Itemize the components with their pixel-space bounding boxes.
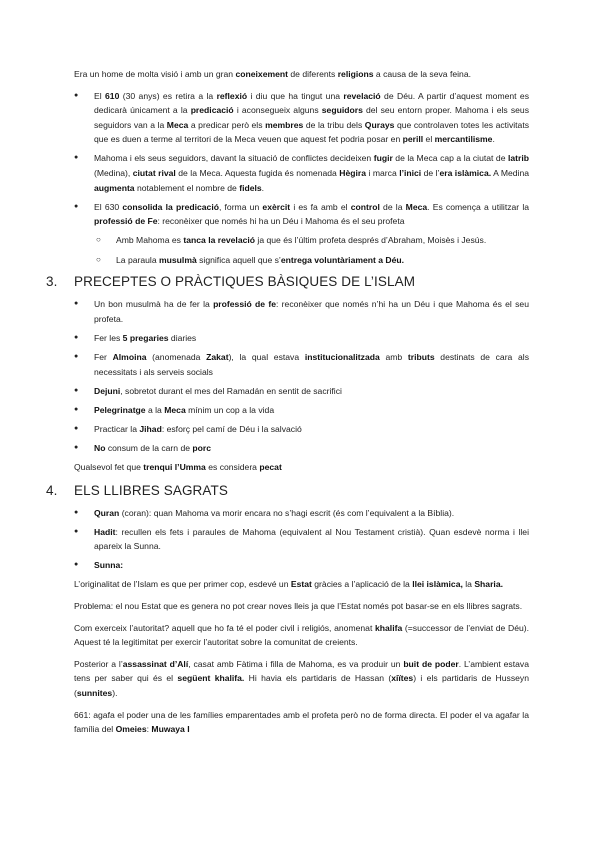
bold-text: musulmà (159, 254, 197, 265)
list-item-no-porc (74, 441, 529, 456)
bold-text: porc (192, 442, 212, 453)
sublist-item-revelation-closed (74, 233, 529, 248)
list-item-jihad (74, 422, 529, 437)
omeies-paragraph (74, 708, 529, 737)
list-item-610-revelation (74, 89, 529, 147)
section-number: 3. (46, 274, 58, 290)
bold-text: Hègira (339, 168, 367, 179)
bold-text: tanca la revelació (183, 235, 256, 246)
text-run: La paraula (116, 254, 160, 265)
text-run: . (492, 134, 495, 145)
text-run: consum de la carn de (105, 442, 193, 453)
text-run: es considera (205, 461, 260, 472)
bold-text: Zakat (206, 351, 229, 362)
bold-text: trenqui l’Umma (143, 461, 206, 472)
text-run: (=successor de l’enviat de Déu). Aquest té la legitimitat per exercir l’autoritat sobre la comunitat de creients. (74, 622, 530, 648)
list-item-sunna (74, 558, 529, 573)
bold-text: No (94, 442, 106, 453)
text-run: , casat amb Fàtima i filla de Mahoma, es va produir un (188, 658, 404, 669)
text-run: Qualsevol fet que (74, 461, 144, 472)
text-run: (coran): quan Mahoma va morir encara no s’hagi escrit (és com l’equivalent a la Bíblia). (119, 507, 455, 518)
bold-text: Qurays (364, 119, 395, 130)
bold-text: Sunna: (94, 560, 124, 571)
list-item-dejuni (74, 384, 529, 399)
text-run: : reconèixer que només n’hi ha un Déu i que Mahoma és el seu profeta. (94, 299, 529, 324)
bold-text: entrega voluntàriament a Déu. (280, 254, 405, 265)
list-item-profession-of-faith (74, 297, 529, 326)
bold-text: era islàmica. (439, 168, 492, 179)
text-run: Amb Mahoma es (116, 235, 184, 246)
bold-text: revelació (343, 90, 381, 101)
bold-text: augmenta (94, 182, 135, 193)
text-run: Mahoma i els seus seguidors, davant la situació de conflictes decideixen (94, 153, 374, 164)
bold-text: perill (402, 134, 424, 145)
text-run: Un bon musulmà ha de fer la (94, 299, 214, 310)
text-run: de la Meca cap a la ciutat de (392, 153, 508, 164)
text-run: Problema: el nou Estat que es genera no pot crear noves lleis ja que l’Estat només pot basar-se en els llibres sagrats. (74, 601, 523, 612)
intro-paragraph (74, 67, 529, 82)
bold-text: Sharia. (474, 579, 503, 590)
text-run: del seu entorn proper. Mahoma i els seus seguidors van a la (94, 105, 529, 130)
text-run: . (261, 182, 265, 193)
text-run: ), la qual estava (228, 351, 305, 362)
text-run: : reconèixer que només hi ha un Déu i Mahoma és el seu profeta (157, 216, 405, 227)
text-run: mínim un cop a la vida (185, 404, 275, 415)
text-run: notablement el nombre de (134, 182, 240, 193)
section-heading-preceptes (46, 273, 529, 291)
text-run: (anomenada (146, 351, 207, 362)
bold-text: control (350, 201, 380, 212)
bold-text: seguidors (321, 105, 363, 116)
text-run: (Medina), (94, 168, 133, 179)
sublist-item-musulma-meaning (74, 253, 529, 268)
bold-text: religions (337, 69, 374, 79)
estat-paragraph (74, 577, 529, 592)
text-run: de la Meca. Aquesta fugida és nomenada (175, 168, 340, 179)
bold-text: tributs (407, 351, 435, 362)
text-run: L’originalitat de l’Islam es que per primer cop, esdevé un (74, 579, 291, 590)
text-run: : (146, 724, 152, 735)
bold-text: l’inici (399, 168, 422, 179)
bold-text: xiïtes (391, 673, 414, 684)
text-run: . Es comença a utilitzar la (427, 201, 530, 212)
text-run: Com exerceix l’autoritat? aquell que ho fa té el poder civil i religiós, anomenat (74, 622, 375, 633)
text-run: A Medina (491, 168, 530, 179)
llibres-list (74, 506, 529, 573)
bold-text: Meca (166, 119, 189, 130)
bold-text: Almoina (112, 351, 147, 362)
bold-text: ciutat rival (132, 168, 176, 179)
bold-text: Hadit (94, 526, 116, 537)
text-run: ja que és l’últim profeta després d’Abraham, Moisès i Jesús. (255, 235, 487, 246)
bold-text: khalifa (375, 622, 403, 633)
list-item-pelegrinatge (74, 403, 529, 418)
text-run: ) i els partidaris de Husseyn ( (74, 673, 529, 698)
problema-paragraph (74, 599, 529, 614)
bold-text: 610 (105, 90, 120, 101)
list-item-quran (74, 506, 529, 521)
text-run: gràcies a l’aplicació de la (311, 579, 413, 590)
text-run: i aconsegueix alguns (233, 105, 322, 116)
text-run: diaries (168, 332, 197, 343)
text-run: i marca (366, 168, 400, 179)
bold-text: assassinat d’Alí (122, 658, 189, 669)
bold-text: professió de fe (213, 299, 276, 310)
bold-text: llei islàmica, (412, 579, 463, 590)
bold-text: sunnites (76, 688, 113, 698)
bold-text: fidels (239, 182, 262, 193)
text-run: de diferents (288, 69, 338, 79)
text-run: la (462, 579, 475, 590)
preceptes-list (74, 297, 529, 455)
autoritat-paragraph (74, 621, 529, 650)
bold-text: Omeies (115, 724, 147, 735)
list-item-prayers (74, 331, 529, 346)
bold-text: Jihad (139, 423, 162, 434)
bold-text: latrib (507, 153, 529, 164)
text-run: de la tribu dels (303, 119, 365, 130)
bold-text: pecat (259, 461, 282, 472)
bold-text: predicació (190, 105, 234, 116)
list-item-hadit (74, 525, 529, 554)
bold-text: Pelegrinatge (94, 404, 146, 415)
ali-paragraph (74, 657, 529, 701)
bold-text: fugir (373, 153, 393, 164)
text-run: Fer (94, 351, 113, 362)
document-body (46, 67, 530, 744)
bold-text: professió de Fe (94, 216, 158, 227)
text-run: a la (145, 404, 165, 415)
bold-text: mercantilisme (434, 134, 493, 145)
bold-text: membres (265, 119, 304, 130)
bold-text: institucionalitzada (304, 351, 380, 362)
text-run: destinats de cara als necessitats i als serveis socials (94, 351, 530, 377)
bold-text: següent khalifa. (177, 673, 245, 684)
text-run: : esforç pel camí de Déu i la salvació (161, 423, 302, 434)
text-run: : recullen els fets i paraules de Mahoma (equivalent al Nou Testament cristià). Quan esdevè norma i llei apareix la Sunna. (94, 526, 529, 552)
bold-text: Dejuni (94, 385, 121, 396)
text-run: de l’ (421, 168, 440, 179)
hegira-list (74, 89, 529, 268)
text-run: i es fa amb el (290, 201, 351, 212)
text-run: de Déu. A partir d’aquest moment es dedicarà únicament a la (94, 90, 529, 116)
text-run: Posterior a l’ (74, 658, 123, 669)
bold-text: 5 pregaries (122, 332, 169, 343)
text-run: 661: agafa el poder una de les famílies emparentades amb el profeta però no de forma directa. El poder el va agafar la família del (74, 709, 529, 735)
text-run: i diu que ha tingut una (247, 90, 344, 101)
bold-text: exèrcit (262, 201, 291, 212)
bold-text: consolida la predicació (122, 201, 219, 212)
bold-text: Estat (290, 579, 312, 590)
text-run: ). (112, 688, 118, 698)
text-run: El (94, 90, 106, 101)
section-number: 4. (46, 482, 58, 498)
section-title: ELS LLIBRES SAGRATS (74, 482, 228, 498)
text-run: . L’ambient estava tens per saber qui és el (74, 658, 529, 684)
text-run: significa aquell que s’ (196, 254, 281, 265)
bold-text: reflexió (216, 90, 248, 101)
text-run: Practicar la (94, 423, 140, 434)
text-run: Hi havia els partidaris de Hassan ( (244, 673, 392, 684)
bold-text: buit de poder (403, 658, 459, 669)
text-run: de la (379, 201, 406, 212)
section-title: PRECEPTES O PRÀCTIQUES BÀSIQUES DE L’ISLAM (74, 274, 416, 290)
bold-text: coneixement (235, 69, 289, 79)
list-item-630-predication (74, 200, 529, 229)
bold-text: Muwaya I (151, 724, 190, 735)
text-run: amb (379, 351, 408, 362)
text-run: Era un home de molta visió i amb un gran (74, 69, 236, 79)
text-run: , sobretot durant el mes del Ramadán en sentit de sacrifici (120, 385, 342, 396)
text-run: que controlaven totes les activitats que es duen a terme al territori de la Meca veuen que aquest fet podria posar en (94, 119, 529, 145)
text-run: el (423, 134, 435, 145)
text-run: a predicar però els (188, 119, 266, 130)
text-run: , forma un (218, 201, 263, 212)
list-item-hegira (74, 151, 529, 195)
section-heading-llibres-sagrats (46, 482, 529, 500)
text-run: Fer les (94, 332, 123, 343)
umma-paragraph (74, 460, 529, 475)
bold-text: Quran (94, 507, 120, 518)
list-item-almoina (74, 350, 529, 379)
bold-text: Meca (405, 201, 428, 212)
text-run: El 630 (94, 201, 123, 212)
bold-text: Meca (164, 404, 186, 415)
text-run: a causa de la seva feina. (373, 69, 471, 79)
text-run: (30 anys) es retira a la (119, 90, 217, 101)
